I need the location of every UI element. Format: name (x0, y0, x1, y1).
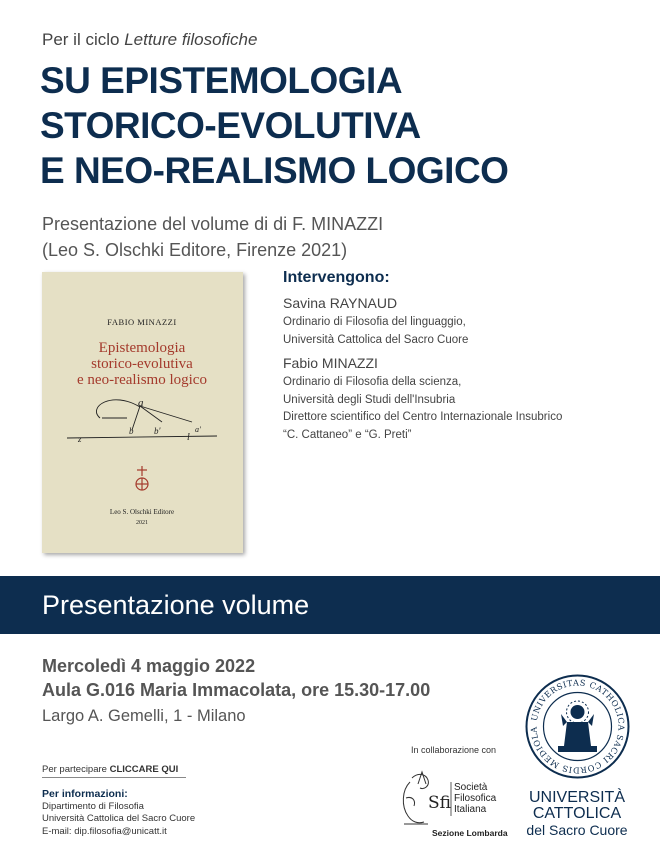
subtitle-line-1: Presentazione del volume di di F. MINAZZI (42, 214, 384, 234)
cover-title-2: storico-evolutiva (91, 356, 193, 372)
sfi-name (454, 782, 496, 815)
seal-ring-text: UNIVERSITAS CATHOLICA SACRI CORDIS MEDIOLA (528, 677, 627, 776)
sfi-line-1: Società (454, 782, 488, 793)
uni-line-3: del Sacro Cuore (526, 822, 628, 838)
title-line-3: E NEO-REALISMO LOGICO (40, 150, 509, 191)
info-heading: Per informazioni: (42, 788, 128, 800)
speaker-raynaud (283, 295, 643, 349)
info-department: Dipartimento di Filosofia (42, 800, 144, 812)
speaker-role-3: “C. Cattaneo” e “G. Preti” (283, 428, 412, 441)
cover-letter-a-prime: a' (195, 425, 201, 434)
uni-line-1: UNIVERSITÀ (528, 789, 625, 806)
register-link[interactable]: CLICCARE QUI (109, 764, 179, 775)
series-prefix: Per il ciclo (42, 30, 120, 49)
title-line-2: STORICO-EVOLUTIVA (40, 105, 421, 146)
speaker-affiliation: Università Cattolica del Sacro Cuore (283, 333, 469, 346)
subtitle-line-2: (Leo S. Olschki Editore, Firenze 2021) (42, 240, 348, 260)
info-university: Università Cattolica del Sacro Cuore (42, 813, 196, 824)
series-name: Letture filosofiche (124, 30, 258, 49)
collaboration-label: In collaborazione con (411, 745, 497, 755)
sfi-logo (398, 768, 510, 842)
cover-letter-a: a (138, 397, 144, 409)
book-cover-art (42, 272, 243, 553)
speaker-role-2: Direttore scientifico del Centro Internazionale Insubrico (283, 411, 563, 423)
sfi-line-2: Filosofica (454, 793, 497, 804)
subtitle (42, 211, 383, 263)
event-place: Aula G.016 Maria Immacolata, ore 15.30-17.00 (42, 680, 431, 700)
cover-title-1: Epistemologia (98, 340, 186, 356)
university-wordmark (522, 790, 632, 838)
participate-prefix: Per partecipare (42, 764, 107, 775)
university-seal-icon (525, 674, 630, 779)
speaker-minazzi (283, 355, 643, 444)
cover-letter-z: z (78, 434, 82, 444)
book-cover-image (42, 272, 243, 553)
event-details (42, 654, 430, 726)
speaker-name: Savina RAYNAUD (283, 295, 398, 311)
presentation-banner (0, 576, 660, 634)
speaker-role: Ordinario di Filosofia del linguaggio, (283, 316, 466, 328)
sfi-mark: Sfi (428, 793, 451, 813)
seal-graphic (525, 674, 630, 779)
title-line-1: SU EPISTEMOLOGIA (40, 60, 403, 101)
cover-year: 2021 (136, 520, 148, 526)
uni-line-2: CATTOLICA (532, 805, 622, 822)
info-email[interactable]: E-mail: dip.filosofia@unicatt.it (42, 825, 167, 837)
speakers-section (283, 269, 643, 450)
participate-line (42, 764, 186, 778)
cover-letter-b: b (129, 426, 134, 436)
speaker-role: Ordinario di Filosofia della scienza, (283, 376, 462, 388)
cover-author: FABIO MINAZZI (107, 317, 177, 327)
speaker-name: Fabio MINAZZI (283, 355, 378, 371)
info-block (42, 788, 195, 838)
speakers-heading: Intervengono: (283, 269, 390, 286)
speaker-affiliation: Università degli Studi dell'Insubria (283, 393, 456, 406)
event-address: Largo A. Gemelli, 1 - Milano (42, 707, 246, 725)
banner-text: Presentazione volume (42, 590, 310, 620)
publisher-emblem-icon (136, 466, 148, 490)
series-intro (42, 30, 257, 50)
event-date: Mercoledì 4 maggio 2022 (42, 656, 256, 676)
sfi-line-3: Italiana (454, 804, 487, 815)
cover-publisher: Leo S. Olschki Editore (109, 508, 175, 516)
cover-letter-b-prime: b' (154, 426, 161, 436)
cover-letter-l: l (187, 432, 190, 443)
page-title (40, 58, 640, 193)
sfi-section: Sezione Lombarda (432, 828, 508, 838)
cover-title-3: e neo-realismo logico (77, 372, 207, 388)
